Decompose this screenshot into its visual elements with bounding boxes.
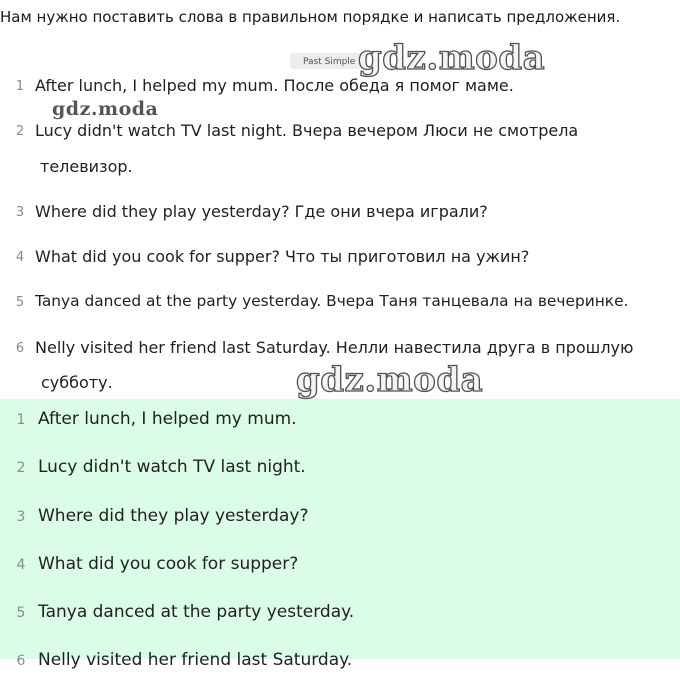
item-number: 5 bbox=[15, 295, 25, 310]
item-number: 3 bbox=[15, 205, 25, 220]
sentence-text: What did you cook for supper? Что ты приготовил на ужин? bbox=[35, 247, 530, 266]
answer-text: After lunch, I helped my mum. bbox=[38, 409, 297, 429]
answer-text: Where did they play yesterday? bbox=[38, 506, 309, 526]
answer-text: Tanya danced at the party yesterday. bbox=[38, 602, 355, 622]
sentence-text: After lunch, I helped my mum. После обеда я помог маме. bbox=[35, 76, 514, 95]
sentence-text: Nelly visited her friend last Saturday. Нелли навестила друга в прошлую bbox=[35, 338, 634, 357]
sentence-continuation: субботу. bbox=[41, 373, 113, 392]
task-instruction: Нам нужно поставить слова в правильном порядке и написать предложения. bbox=[0, 8, 621, 26]
item-number: 6 bbox=[16, 653, 26, 669]
watermark-logo: gdz.moda bbox=[52, 98, 159, 120]
item-number: 6 bbox=[15, 341, 25, 356]
sentence-text: Where did they play yesterday? Где они вчера играли? bbox=[35, 202, 488, 221]
answer-text: Nelly visited her friend last Saturday. bbox=[38, 650, 353, 670]
item-number: 4 bbox=[16, 557, 26, 573]
watermark-logo: gdz.moda bbox=[296, 360, 484, 400]
item-number: 1 bbox=[16, 412, 26, 428]
item-number: 2 bbox=[15, 124, 25, 139]
item-number: 1 bbox=[15, 79, 25, 94]
sentence-text: Lucy didn't watch TV last night. Вчера вечером Люси не смотрела bbox=[35, 121, 579, 140]
item-number: 3 bbox=[16, 509, 26, 525]
item-number: 2 bbox=[16, 460, 26, 476]
item-number: 4 bbox=[15, 250, 25, 265]
answer-panel bbox=[0, 399, 680, 670]
answer-text: Lucy didn't watch TV last night. bbox=[38, 457, 306, 477]
watermark-logo: gdz.moda bbox=[358, 38, 546, 78]
item-number: 5 bbox=[16, 605, 26, 621]
grammar-tag: Past Simple bbox=[290, 53, 368, 69]
sentence-continuation: телевизор. bbox=[40, 157, 133, 176]
sentence-text: Tanya danced at the party yesterday. Вчера Таня танцевала на вечеринке. bbox=[35, 292, 629, 310]
answer-text: What did you cook for supper? bbox=[38, 554, 299, 574]
